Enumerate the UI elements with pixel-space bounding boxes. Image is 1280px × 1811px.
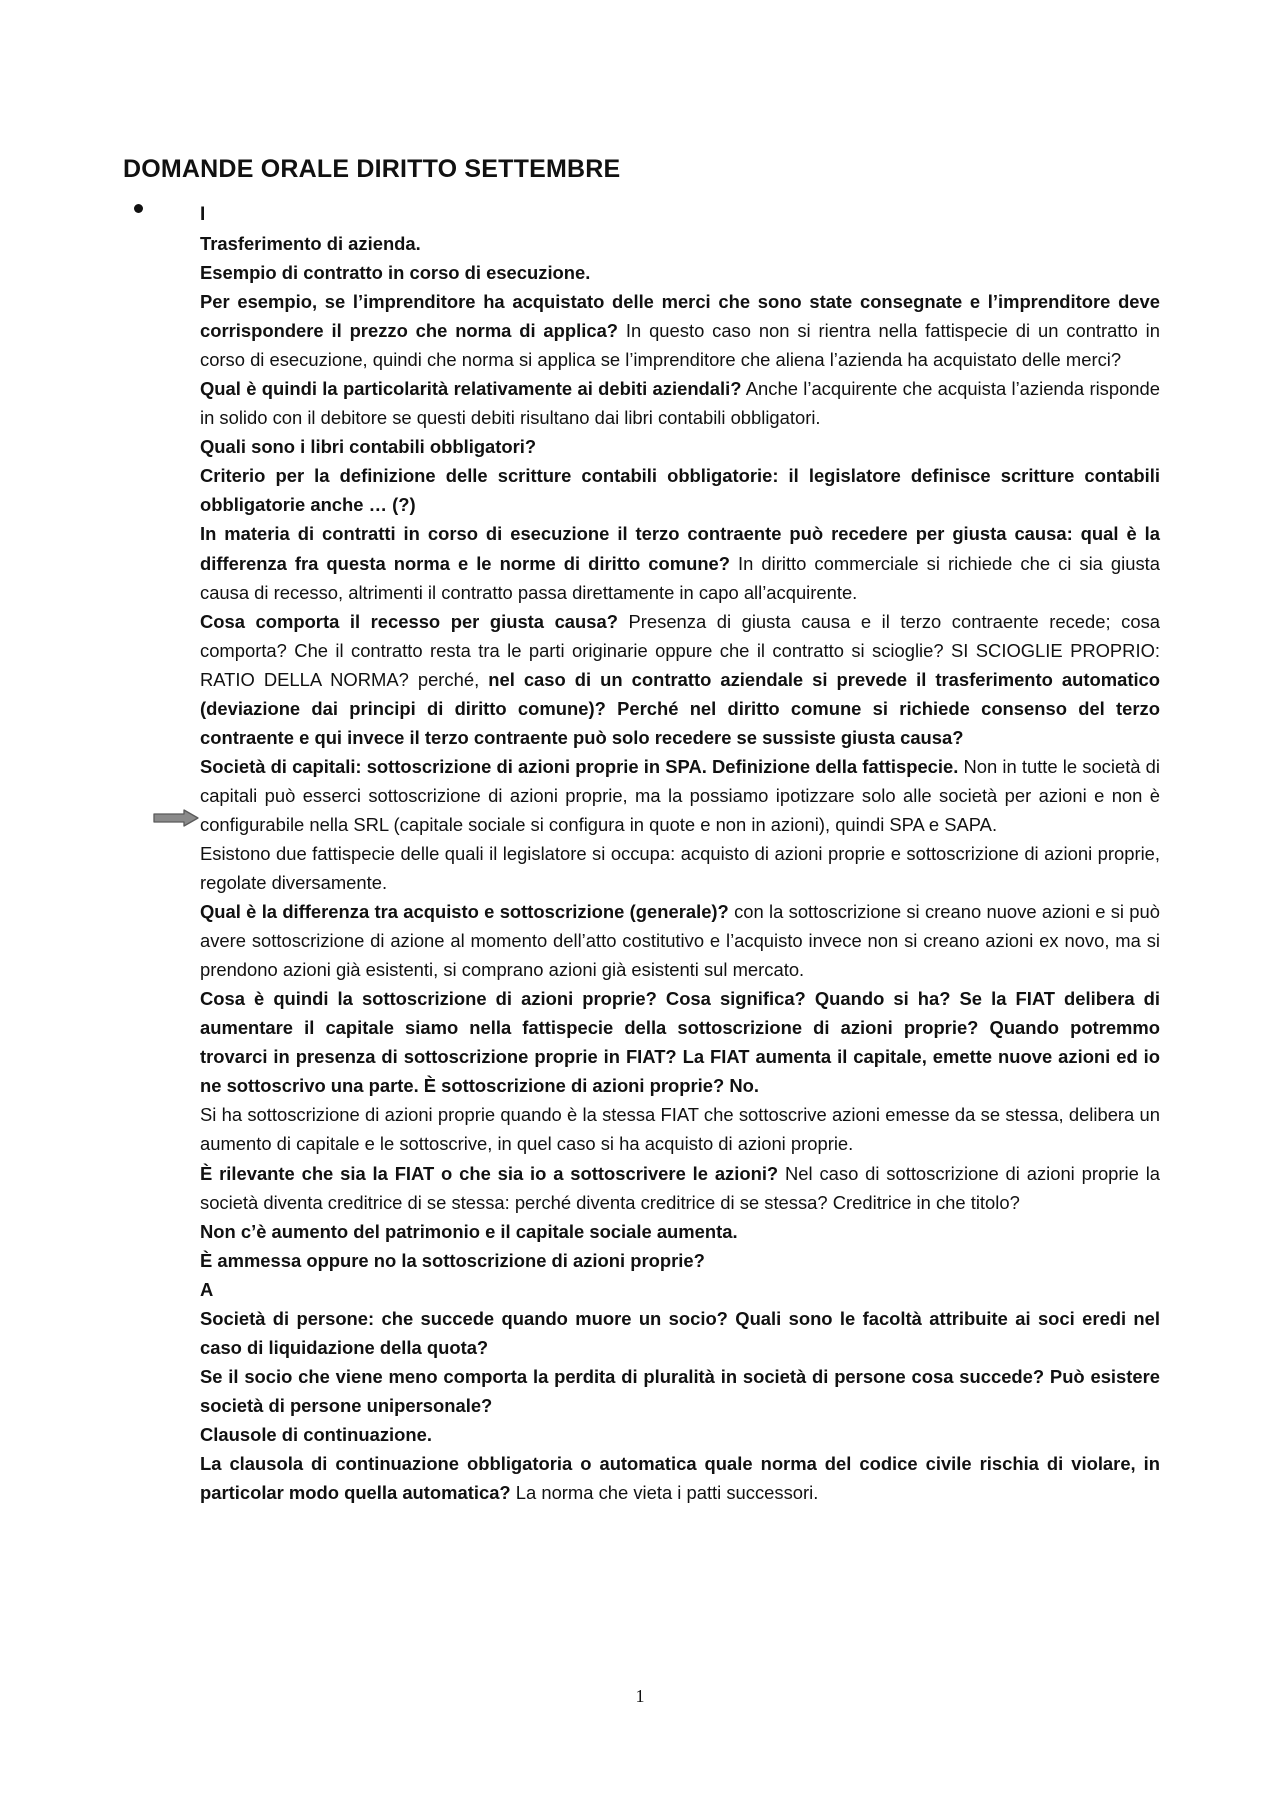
question-text: Qual è quindi la particolarità relativamente ai debiti aziendali? — [200, 378, 742, 400]
paragraph — [200, 287, 1160, 374]
right-arrow-icon — [153, 809, 199, 827]
section-letter-text: A — [200, 1278, 214, 1300]
paragraph — [200, 461, 1160, 519]
paragraph — [200, 1159, 1160, 1217]
answer-text: Si ha sottoscrizione di azioni proprie quando è la stessa FIAT che sottoscrive azioni emesse da se stessa, delibera un aumento di capitale e le sottoscrive, in quel caso si ha acquisto di azioni proprie. — [200, 1104, 1160, 1155]
paragraph — [200, 1217, 1160, 1246]
paragraph — [200, 1246, 1160, 1275]
answer-text: In questo caso non si rientra nella fattispecie di un contratto in corso di esecuzione, quindi che norma si applica se l’imprenditore che aliena l’azienda ha acquistato delle merci? — [200, 320, 1160, 371]
paragraph — [200, 258, 1160, 287]
paragraph — [200, 374, 1160, 432]
question-text: Per esempio, se l’imprenditore ha acquistato delle merci che sono state consegnate e l’imprenditore deve corrispondere il prezzo che norma di applica? — [200, 291, 1160, 342]
answer-text: Esistono due fattispecie delle quali il legislatore si occupa: acquisto di azioni proprie e sottoscrizione di azioni proprie, regolate diversamente. — [200, 842, 1160, 894]
question-text: Cosa è quindi la sottoscrizione di azioni proprie? Cosa significa? Quando si ha? Se la FIAT delibera di aumentare il capitale siamo nella fattispecie della sottoscrizione di azioni proprie? Quando potremmo trovarci in presenza di sottoscrizione proprie in FIAT? La FIAT aumenta il capitale, emette nuove azioni ed io ne sottoscrivo una parte. È sottoscrizione di azioni proprie? No. — [200, 988, 1160, 1097]
paragraph — [200, 1449, 1160, 1507]
answer-text: La norma che vieta i patti successori. — [510, 1482, 819, 1504]
paragraph — [200, 1420, 1160, 1449]
question-text: Clausole di continuazione. — [200, 1423, 432, 1445]
question-text: Criterio per la definizione delle scritture contabili obbligatorie: il legislatore definisce scritture contabili obbligatorie anche … (?) — [200, 465, 1160, 516]
paragraph — [200, 839, 1160, 897]
question-text: nel caso di un contratto aziendale si prevede il trasferimento automatico (deviazione dai principi di diritto comune)? Perché nel diritto comune si richiede consenso del terzo contraente e qui invece il terzo contraente può solo recedere se sussiste giusta causa? — [200, 668, 1161, 748]
document-body — [200, 229, 1160, 1507]
page-title: DOMANDE ORALE DIRITTO SETTEMBRE — [123, 155, 621, 183]
paragraph — [200, 1100, 1160, 1158]
answer-text: Presenza di giusta causa e il terzo contraente recede; cosa comporta? Che il contratto resta tra le parti originarie oppure che il contratto si scioglie? SI SCIOGLIE PROPRIO: RATIO DELLA NORMA? perché, — [200, 610, 1160, 690]
question-text: Società di capitali: sottoscrizione di azioni proprie in SPA. Definizione della fattispecie. — [200, 755, 959, 777]
page-number: 1 — [635, 1686, 645, 1706]
question-text: Esempio di contratto in corso di esecuzione. — [200, 262, 591, 284]
question-text: La clausola di continuazione obbligatoria o automatica quale norma del codice civile rischia di violare, in particolar modo quella automatica? — [200, 1452, 1160, 1504]
question-text: Società di persone: che succede quando muore un socio? Quali sono le facoltà attribuite ai soci eredi nel caso di liquidazione della quota? — [200, 1307, 1160, 1358]
question-text: È ammessa oppure no la sottoscrizione di azioni proprie? — [200, 1249, 705, 1271]
paragraph — [200, 1362, 1160, 1420]
paragraph — [200, 984, 1160, 1100]
question-text: Cosa comporta il recesso per giusta causa? — [200, 610, 618, 632]
paragraph — [200, 897, 1160, 984]
section-letter-i: I — [200, 204, 206, 225]
question-text: Non c’è aumento del patrimonio e il capitale sociale aumenta. — [200, 1220, 738, 1242]
question-text: Quali sono i libri contabili obbligatori? — [200, 436, 537, 458]
paragraph — [200, 432, 1160, 461]
question-text: È rilevante che sia la FIAT o che sia io a sottoscrivere le azioni? — [200, 1162, 779, 1184]
answer-text: In diritto commerciale si richiede che ci sia giusta causa di recesso, altrimenti il contratto passa direttamente in capo all’acquirente. — [200, 552, 1160, 603]
answer-text: Non in tutte le società di capitali può esserci sottoscrizione di azioni proprie, ma la possiamo ipotizzare solo alle società per azioni e non è configurabile nella SRL (capitale sociale si configura in quote e non in azioni), quindi SPA e SAPA. — [200, 755, 1160, 835]
question-text: Qual è la differenza tra acquisto e sottoscrizione (generale)? — [200, 901, 729, 923]
bullet-icon — [134, 204, 143, 213]
question-text: In materia di contratti in corso di esecuzione il terzo contraente può recedere per giusta causa: qual è la differenza fra questa norma e le norme di diritto comune? — [200, 523, 1160, 574]
paragraph — [200, 607, 1160, 752]
paragraph — [200, 229, 1160, 258]
question-text: Se il socio che viene meno comporta la perdita di pluralità in società di persone cosa succede? Può esistere società di persone unipersonale? — [200, 1365, 1160, 1416]
paragraph — [200, 1304, 1160, 1362]
question-text: Trasferimento di azienda. — [200, 233, 421, 254]
paragraph — [200, 519, 1160, 606]
answer-text: Nel caso di sottoscrizione di azioni proprie la società diventa creditrice di se stessa: perché diventa creditrice di se stessa? Creditrice in che titolo? — [200, 1162, 1161, 1213]
section-letter-a — [200, 1275, 1160, 1304]
paragraph — [200, 752, 1160, 839]
answer-text: con la sottoscrizione si creano nuove azioni e si può avere sottoscrizione di azione al momento dell’atto costitutivo e l’acquisto invece non si creano azioni ex novo, ma si prendono azioni già esistenti, si comprano azioni già esistenti sul mercato. — [200, 901, 1160, 981]
answer-text: Anche l’acquirente che acquista l’azienda risponde in solido con il debitore se questi debiti risultano dai libri contabili obbligatori. — [200, 378, 1160, 429]
